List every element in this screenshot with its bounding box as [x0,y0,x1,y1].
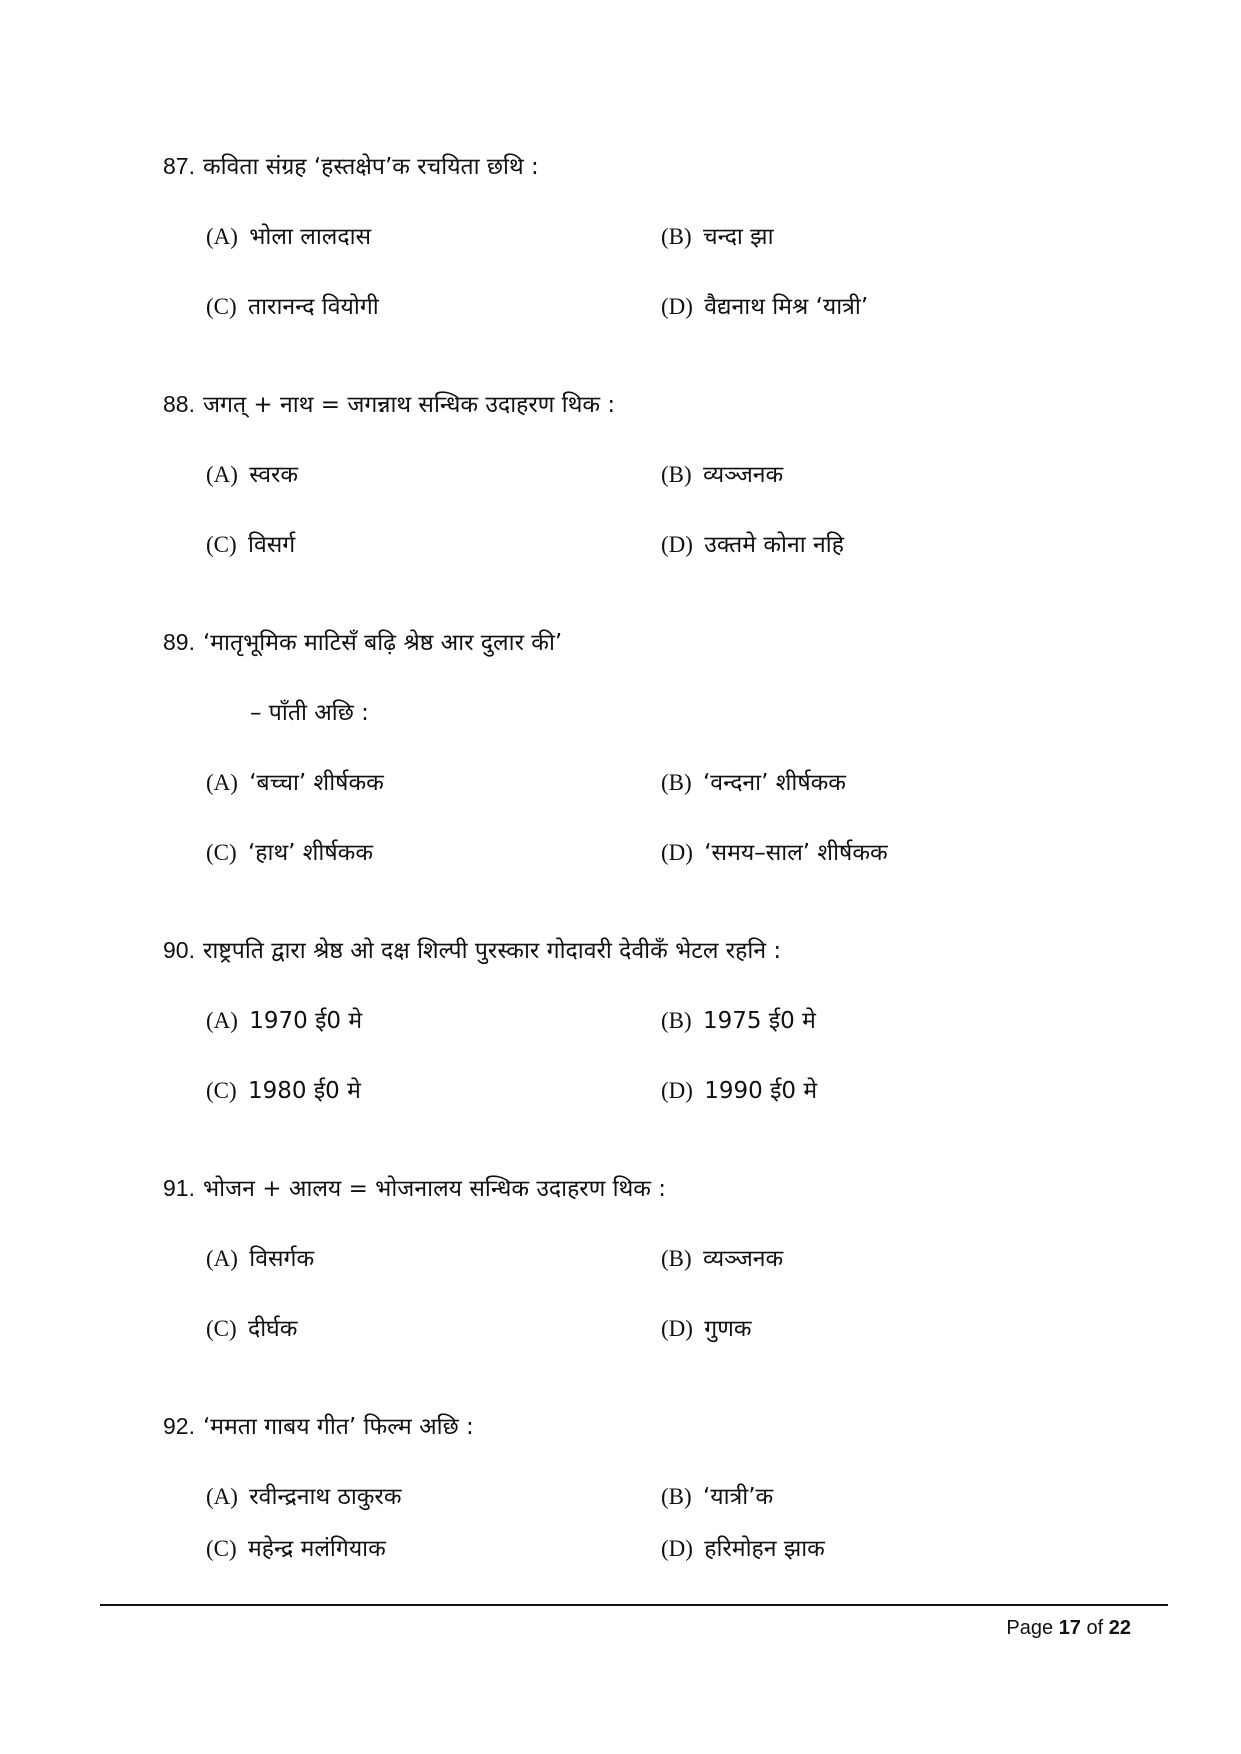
option-text: 1980 ई0 मे [247,1078,361,1104]
option-label: (B) [661,462,692,487]
option-label: (D) [661,1078,693,1103]
option-c [206,837,373,869]
option-d [661,291,868,323]
option-text: चन्दा झा [702,224,774,250]
option-a [206,221,371,253]
option-d [661,1313,752,1345]
option-text: 1970 ई0 मे [249,1008,363,1034]
option-text: ‘वन्दना’ शीर्षकक [702,770,846,796]
question-number: 90. [163,937,195,963]
option-text: व्यञ्जनक [702,462,784,488]
option-label: (B) [661,1484,692,1509]
option-d [661,529,844,561]
option-b [661,767,846,799]
option-label: (D) [661,1316,693,1341]
option-text: ‘हाथ’ शीर्षकक [247,840,374,866]
question-number: 88. [163,391,195,417]
question-stem [163,934,1183,967]
option-c [206,1533,386,1565]
question-stem [163,388,1183,421]
question-text: भोजन + आलय = भोजनालय सन्धिक उदाहरण थिक : [202,1176,667,1202]
option-d [661,1533,825,1565]
option-text: गुणक [704,1316,752,1342]
option-text: व्यञ्जनक [702,1246,784,1272]
option-label: (A) [206,770,238,795]
option-label: (A) [206,1246,238,1271]
option-label: (A) [206,1484,238,1509]
page-current: 17 [1058,1617,1081,1639]
option-c [206,1313,297,1345]
option-label: (D) [661,294,693,319]
option-a [206,767,384,799]
question-number: 87. [163,153,195,179]
option-label: (C) [206,1316,237,1341]
question-text: राष्ट्रपति द्वारा श्रेष्ठ ओ दक्ष शिल्पी पुरस्कार गोदावरी देवीकँ भेटल रहनि : [202,938,782,964]
options-grid [206,1481,1183,1565]
question-number: 92. [163,1413,195,1439]
options-grid [206,459,1183,561]
option-b [661,1005,816,1037]
option-b [661,221,774,253]
option-a [206,1243,314,1275]
question-89 [163,626,1183,869]
option-d [661,1075,817,1107]
option-d [661,837,888,869]
question-text: जगत् + नाथ = जगन्नाथ सन्धिक उदाहरण थिक : [202,392,616,418]
option-label: (D) [661,1536,693,1561]
option-text: ‘बच्चा’ शीर्षकक [249,770,384,796]
question-stem [163,1410,1183,1443]
option-text: हरिमोहन झाक [704,1536,825,1562]
option-text: स्वरक [249,462,299,488]
option-label: (A) [206,224,238,249]
options-grid [206,221,1183,323]
option-label: (D) [661,840,693,865]
option-text: विसर्गक [249,1246,315,1272]
question-88 [163,388,1183,561]
question-text: कविता संग्रह ‘हस्तक्षेप’क रचयिता छथि : [202,154,539,180]
options-grid [206,1243,1183,1345]
option-c [206,1075,361,1107]
option-text: महेन्द्र मलंगियाक [247,1536,386,1562]
option-text: रवीन्द्रनाथ ठाकुरक [249,1484,402,1510]
options-grid [206,767,1183,869]
option-label: (C) [206,1536,237,1561]
question-92 [163,1410,1183,1565]
question-number: 91. [163,1175,195,1201]
option-label: (B) [661,224,692,249]
option-label: (C) [206,840,237,865]
of-word: of [1086,1617,1104,1639]
option-label: (A) [206,1008,238,1033]
question-stem [163,626,1183,659]
page-footer [1006,1614,1131,1642]
option-b [661,459,783,491]
question-text: ‘मातृभूमिक माटिसँ बढ़ि श्रेष्ठ आर दुलार की’ [202,630,563,656]
question-91 [163,1172,1183,1345]
option-text: भोला लालदास [249,224,372,250]
question-subtext: – पाँती अछि : [250,700,369,726]
option-text: विसर्ग [247,532,296,558]
question-90 [163,934,1183,1107]
option-label: (C) [206,294,237,319]
option-a [206,1005,362,1037]
question-stem [163,150,1183,183]
option-text: वैद्यनाथ मिश्र ‘यात्री’ [704,294,869,320]
option-label: (C) [206,1078,237,1103]
question-stem [163,1172,1183,1205]
question-87 [163,150,1183,323]
page-total: 22 [1108,1617,1131,1639]
option-text: 1990 ई0 मे [704,1078,818,1104]
option-c [206,291,379,323]
option-label: (D) [661,532,693,557]
option-a [206,459,298,491]
option-text: ‘समय–साल’ शीर्षकक [704,840,888,866]
option-label: (C) [206,532,237,557]
option-text: तारानन्द वियोगी [247,294,379,320]
option-a [206,1481,402,1513]
options-grid [206,1005,1183,1107]
option-b [661,1243,783,1275]
footer-divider [100,1604,1168,1606]
page-word: Page [1006,1617,1054,1639]
option-label: (A) [206,462,238,487]
option-text: उक्तमे कोना नहि [704,532,844,558]
question-text: ‘ममता गाबय गीत’ फिल्म अछि : [202,1414,474,1440]
option-text: दीर्घक [247,1316,298,1342]
question-number: 89. [163,629,195,655]
option-text: ‘यात्री’क [702,1484,774,1510]
option-label: (B) [661,1008,692,1033]
option-c [206,529,295,561]
option-text: 1975 ई0 मे [702,1008,816,1034]
option-b [661,1481,773,1513]
option-label: (B) [661,770,692,795]
option-label: (B) [661,1246,692,1271]
